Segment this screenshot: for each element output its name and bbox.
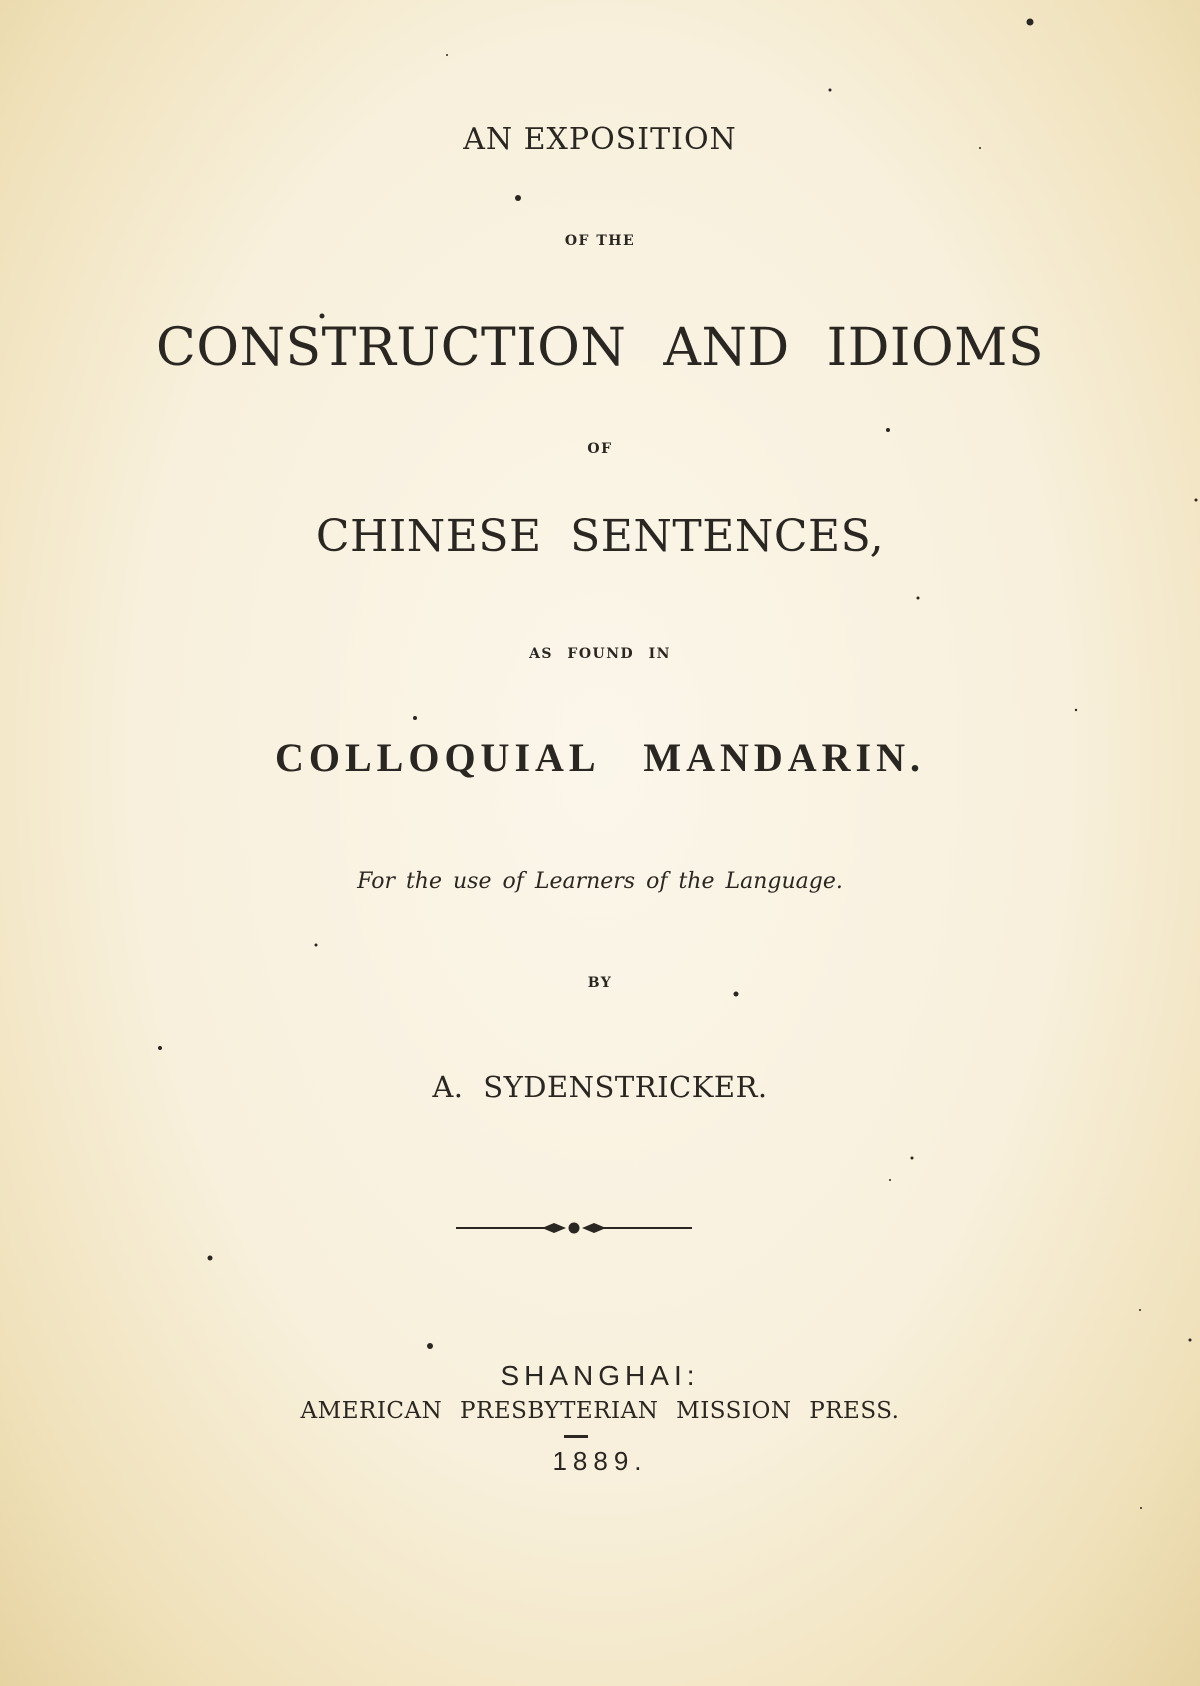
title-line-of: OF bbox=[587, 441, 613, 457]
imprint-city: SHANGHAI: bbox=[500, 1360, 700, 1391]
imprint-rule bbox=[564, 1435, 588, 1438]
subtitle: For the use of Learners of the Language. bbox=[357, 869, 843, 894]
title-line-colloquial-mandarin: COLLOQUIAL MANDARIN. bbox=[274, 735, 926, 780]
title-line-construction: CONSTRUCTION AND IDIOMS bbox=[156, 318, 1044, 378]
author-name: A. SYDENSTRICKER. bbox=[432, 1070, 768, 1104]
diamond-dot-rule-ornament-icon bbox=[456, 1220, 692, 1236]
by-line: BY bbox=[587, 975, 613, 991]
title-line-of-the: OF THE bbox=[564, 233, 636, 249]
title-line-exposition: AN EXPOSITION bbox=[463, 122, 737, 157]
title-line-as-found-in: AS FOUND IN bbox=[529, 646, 671, 662]
imprint-publisher: AMERICAN PRESBYTERIAN MISSION PRESS. bbox=[300, 1398, 900, 1424]
imprint-year: 1889. bbox=[552, 1446, 648, 1476]
title-line-chinese-sentences: CHINESE SENTENCES, bbox=[315, 511, 885, 562]
